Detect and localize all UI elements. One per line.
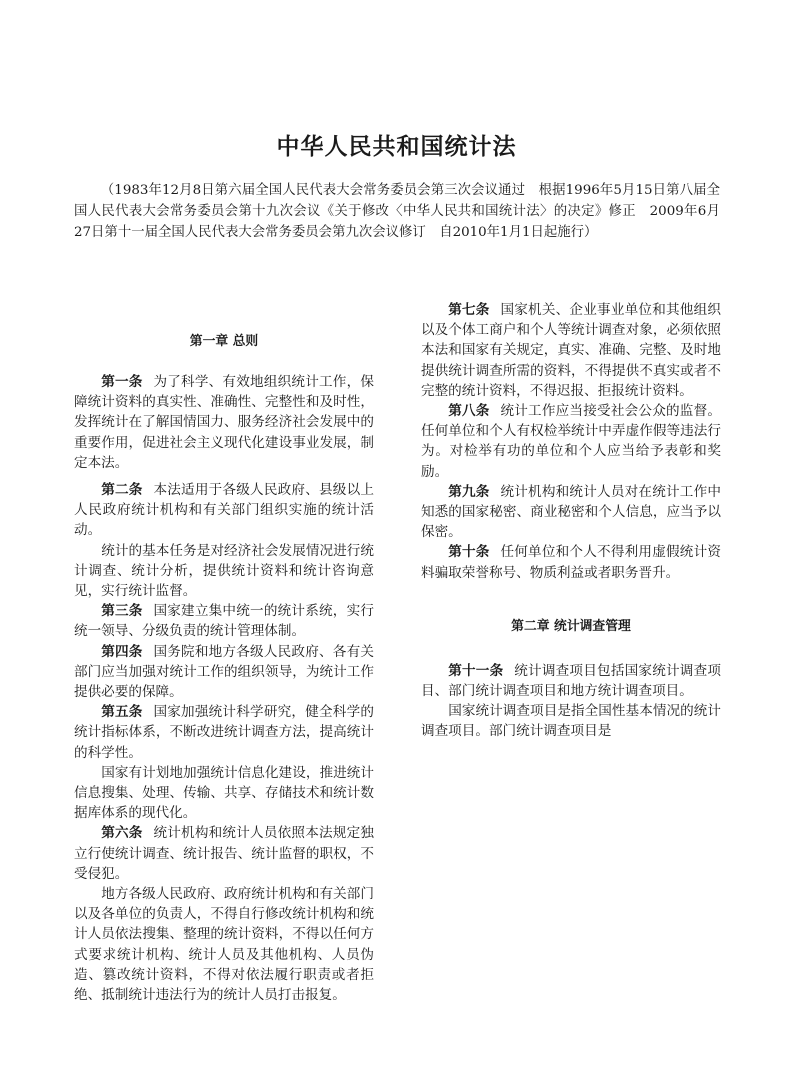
article-3 xyxy=(74,601,374,641)
article-5-label: 第五条 xyxy=(101,704,143,721)
article-11-text: 统计调查项目包括国家统计调查项目、部门统计调查项目和地方统计调查项目。 xyxy=(421,662,721,700)
article-4-text: 国务院和地方各级人民政府、各有关部门应当加强对统计工作的组织领导，为统计工作提供必要的保障。 xyxy=(74,643,374,701)
article-6 xyxy=(74,823,374,884)
page-title: 中华人民共和国统计法 xyxy=(276,134,517,160)
article-1-text: 为了科学、有效地组织统计工作，保障统计资料的真实性、准确性、完整性和及时性，发挥统计在了解国情国力、服务经济社会发展中的重要作用，促进社会主义现代化建设事业发展，制定本法。 xyxy=(74,374,374,471)
article-8 xyxy=(421,401,721,482)
article-4-label: 第四条 xyxy=(101,643,143,660)
article-9 xyxy=(421,482,721,543)
article-8-label: 第八条 xyxy=(448,403,490,420)
article-11-para-2: 国家统计调查项目是指全国性基本情况的统计调查项目。部门统计调查项目是 xyxy=(421,703,721,740)
article-9-text: 统计机构和统计人员对在统计工作中知悉的国家秘密、商业秘密和个人信息，应当予以保密。 xyxy=(421,483,721,541)
preamble: （1983年12月8日第六届全国人民代表大会常务委员会第三次会议通过 根据1996年5月15日第八届全国人民代表大会常务委员会第十九次会议《关于修改〈中华人民共和国统计法〉的决定》修正 2009年6月27日第十一届全国人民代表大会常务委员会第九次会议修订 自2010年1月1日起施行） xyxy=(74,183,720,240)
article-6-para-2: 地方各级人民政府、政府统计机构和有关部门以及各单位的负责人，不得自行修改统计机构和统计人员依法搜集、整理的统计资料，不得以任何方式要求统计机构、统计人员及其他机构、人员伪造、篡改统计资料，不得对依法履行职责或者拒绝、抵制统计违法行为的统计人员打击报复。 xyxy=(74,886,374,1004)
left-column xyxy=(74,296,374,1005)
article-6-label: 第六条 xyxy=(101,825,143,842)
article-10-text: 任何单位和个人不得利用虚假统计资料骗取荣誉称号、物质利益或者职务晋升。 xyxy=(421,544,721,581)
article-7-label: 第七条 xyxy=(448,302,490,318)
right-column xyxy=(421,300,721,742)
article-7 xyxy=(421,300,721,401)
article-10-label: 第十条 xyxy=(448,544,490,561)
article-11 xyxy=(421,661,721,701)
article-5-para-2: 国家有计划地加强统计信息化建设，推进统计信息搜集、处理、传输、共享、存储技术和统计数据库体系的现代化。 xyxy=(74,764,374,822)
article-3-label: 第三条 xyxy=(101,603,143,620)
article-1 xyxy=(74,372,374,473)
article-1-label: 第一条 xyxy=(101,374,143,390)
article-2 xyxy=(74,480,374,541)
article-2-label: 第二条 xyxy=(101,482,143,499)
article-9-label: 第九条 xyxy=(448,483,490,500)
article-6-text: 统计机构和统计人员依照本法规定独立行使统计调查、统计报告、统计监督的职权，不受侵犯。 xyxy=(74,825,374,882)
article-10 xyxy=(421,542,721,582)
article-3-text: 国家建立集中统一的统计系统，实行统一领导、分级负责的统计管理体制。 xyxy=(74,603,374,640)
article-4 xyxy=(74,642,374,703)
article-5-text: 国家加强统计科学研究，健全科学的统计指标体系，不断改进统计调查方法，提高统计的科学性。 xyxy=(74,704,374,761)
article-7-text: 国家机关、企业事业单位和其他组织以及个体工商户和个人等统计调查对象，必须依照本法和国家有关规定，真实、准确、完整、及时地提供统计调查所需的资料，不得提供不真实或者不完整的统计资料，不得迟报、拒报统计资料。 xyxy=(421,302,721,399)
article-11-label: 第十一条 xyxy=(448,662,504,679)
article-8-text: 统计工作应当接受社会公众的监督。任何单位和个人有权检举统计中弄虚作假等违法行为。对检举有功的单位和个人应当给予表彰和奖励。 xyxy=(421,403,721,480)
chapter-2-heading: 第二章 统计调查管理 xyxy=(511,618,631,634)
article-5 xyxy=(74,702,374,763)
article-2-para-2: 统计的基本任务是对经济社会发展情况进行统计调查、统计分析，提供统计资料和统计咨询意见，实行统计监督。 xyxy=(74,542,374,600)
chapter-1-heading: 第一章 总则 xyxy=(189,334,259,349)
article-2-text: 本法适用于各级人民政府、县级以上人民政府统计机构和有关部门组织实施的统计活动。 xyxy=(74,482,374,539)
